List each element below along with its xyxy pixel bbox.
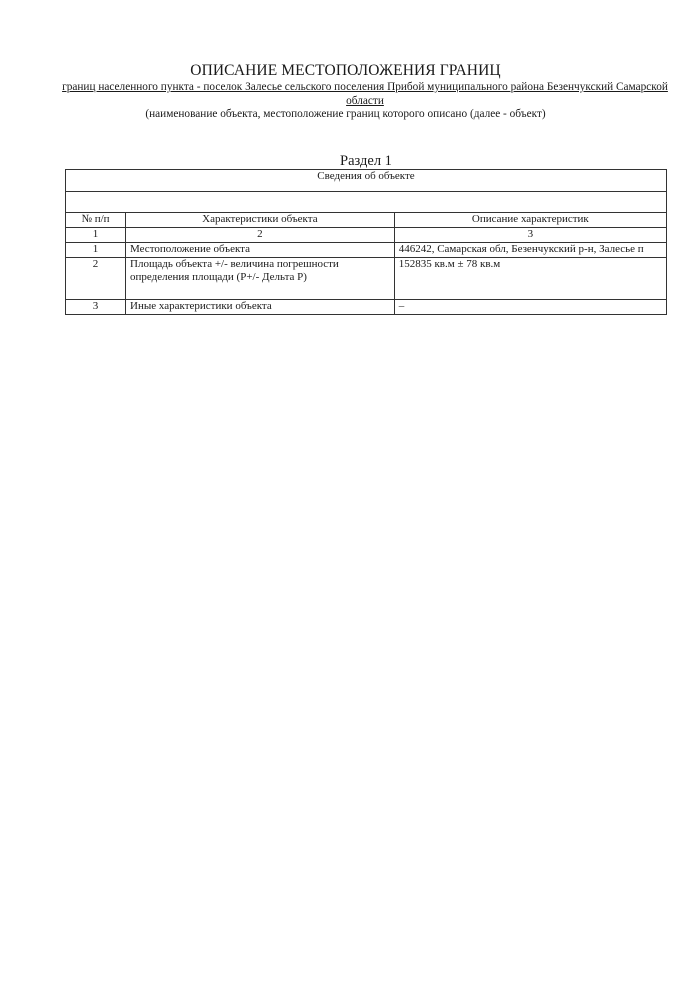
column-number: 1 (66, 228, 126, 243)
column-number: 2 (126, 228, 395, 243)
row-description: 446242, Самарская обл, Безенчукский р-н, Залесье п (394, 243, 666, 258)
table-row (66, 300, 667, 315)
column-number: 3 (394, 228, 666, 243)
row-number: 3 (66, 300, 126, 315)
row-number: 1 (66, 243, 126, 258)
object-info-table (65, 169, 667, 315)
column-header: Характеристики объекта (126, 213, 395, 228)
row-number: 2 (66, 258, 126, 300)
row-description: – (394, 300, 666, 315)
table-empty-row (66, 192, 667, 213)
table-row (66, 243, 667, 258)
row-characteristic: Местоположение объекта (126, 243, 395, 258)
column-header: Описание характеристик (394, 213, 666, 228)
document-caption: (наименование объекта, местоположение границ которого описано (далее - объект) (145, 108, 546, 120)
column-headers (66, 213, 667, 228)
document-title: ОПИСАНИЕ МЕСТОПОЛОЖЕНИЯ ГРАНИЦ (190, 62, 501, 79)
column-header: № п/п (66, 213, 126, 228)
table-header: Сведения об объекте (66, 170, 667, 192)
document-subtitle: границ населенного пункта - поселок Залесье сельского поселения Прибой муниципального района Безенчукский Самарской области (62, 81, 668, 107)
column-numbers (66, 228, 667, 243)
section-title: Раздел 1 (340, 153, 392, 169)
row-characteristic: Площадь объекта +/- величина погрешности определения площади (P+/- Дельта P) (126, 258, 395, 300)
row-description: 152835 кв.м ± 78 кв.м (394, 258, 666, 300)
row-characteristic: Иные характеристики объекта (126, 300, 395, 315)
table-row (66, 258, 667, 300)
